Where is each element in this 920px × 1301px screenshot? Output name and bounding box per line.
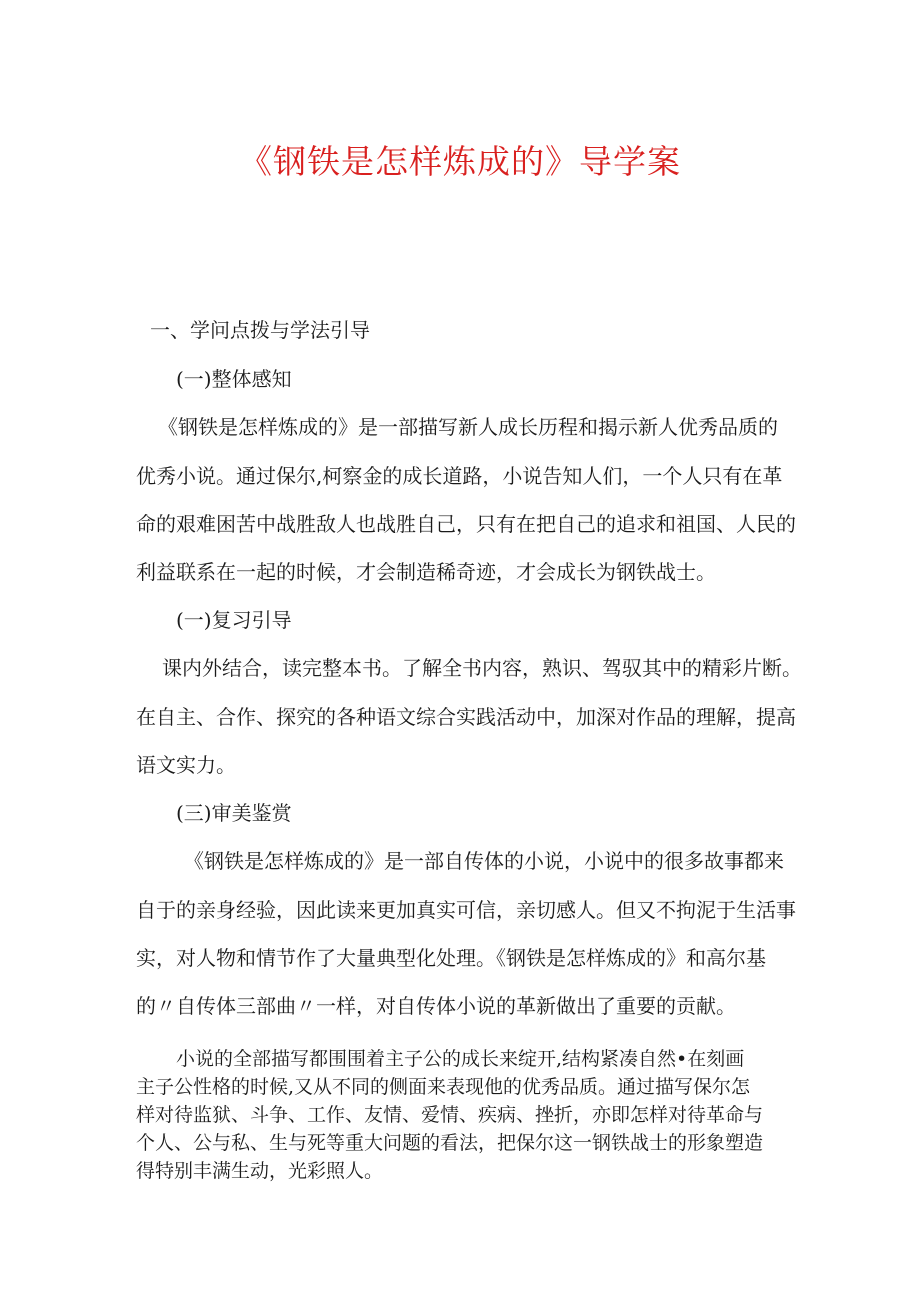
- paragraph-line: 实，对人物和情节作了大量典型化处理。《钢铁是怎样炼成的》和高尔基: [136, 946, 766, 970]
- paragraph-line: 《钢铁是怎样炼成的》是一部描写新人成长历程和揭示新人优秀品质的: [158, 415, 778, 439]
- document-title: 《钢铁是怎样炼成的》导学案: [239, 142, 681, 181]
- part-heading-review: (一)复习引导: [176, 608, 292, 632]
- paragraph-line: 《钢铁是怎样炼成的》是一部自传体的小说，小说中的很多故事都来: [184, 849, 784, 873]
- paragraph-line: 自于的亲身经验，因此读来更加真实可信，亲切感人。但又不拘泥于生活事: [136, 898, 796, 922]
- paragraph-line: 得特别丰满生动，光彩照人。: [136, 1160, 384, 1182]
- paragraph-line: 小说的全部描写都围围着主子公的成长来绽开,结构紧凑自然•在刻画: [176, 1048, 745, 1070]
- paragraph-line: 语文实力。: [136, 753, 236, 777]
- paragraph-line: 样对待监狱、斗争、工作、友情、爱情、疾病、挫折，亦即怎样对待革命与: [136, 1104, 764, 1126]
- paragraph-line: 在自主、合作、探究的各种语文综合实践活动中，加深对作品的理解，提高: [136, 705, 796, 729]
- paragraph-line: 个人、公与私、生与死等重大问题的看法，把保尔这一钢铁战士的形象塑造: [136, 1132, 764, 1154]
- paragraph-line: 的〃自传体三部曲〃一样，对自传体小说的革新做出了重要的贡献。: [136, 994, 736, 1018]
- paragraph-line: 课内外结合，读完整本书。了解全书内容，熟识、驾驭其中的精彩片断。: [162, 656, 802, 680]
- section-heading: 一、学问点拨与学法引导: [150, 318, 370, 342]
- part-heading-aesthetic: (三)审美鉴赏: [176, 801, 292, 825]
- paragraph-line: 主子公性格的时候,又从不同的侧面来表现他的优秀品质。通过描写保尔怎: [136, 1076, 751, 1098]
- paragraph-line: 命的艰难困苦中战胜敌人也战胜自己，只有在把自己的追求和祖国、人民的: [136, 512, 796, 536]
- paragraph-line: 利益联系在一起的时候，才会制造稀奇迹，才会成长为钢铁战士。: [136, 560, 716, 584]
- part-heading-overall: (一)整体感知: [176, 367, 292, 391]
- paragraph-line: 优秀小说。通过保尔,柯察金的成长道路，小说告知人们，一个人只有在革: [136, 464, 783, 488]
